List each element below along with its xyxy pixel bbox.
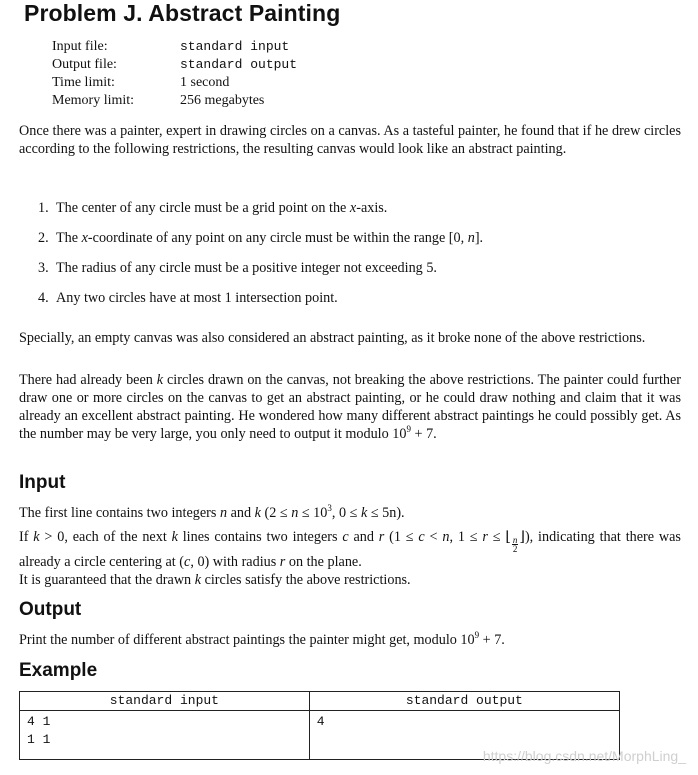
specially-paragraph: Specially, an empty canvas was also considered an abstract painting, as it broke none of the above restrictions. [19,330,646,346]
meta-label: Time limit: [52,75,115,90]
meta-value: 1 second [180,75,230,90]
already-paragraph: There had already been k circles drawn on the canvas, not breaking the above restrictions. The painter could further draw one or more circles on the canvas to get an abstract painting, or he could draw nothing and claim that it was already an excellent abstract painting. He wondered how many different abstract paintings he could possibly get. As the number may be very large, you only need to output it modulo $10^9 + 7$. [19,372,682,442]
meta-label: Input file: [52,39,108,54]
meta-value: standard input [180,39,290,54]
example-input-value: 4 1 1 1 [20,711,310,760]
input-heading: Input [19,472,66,493]
list-item: 4. Any two circles have at most 1 intersection point. [38,290,338,306]
output-line: Print the number of different abstract paintings the painter might get, modulo $10^9 + 7$. [19,630,505,648]
watermark: https://blog.csdn.net/MorphLing_ [482,748,686,764]
input-line-1: The first line contains two integers n and k ($2 \le n \le 10^3$, 0 ≤ k ≤ 5n). [19,503,405,521]
meta-label: Output file: [52,57,117,72]
input-line-3: It is guaranteed that the drawn k circles satisfy the above restrictions. [19,572,411,588]
intro-paragraph: Once there was a painter, expert in drawing circles on a canvas. As a tasteful painter, he found that if he drew circles according to the following restrictions, the resulting canvas would look like an abstract painting. [19,123,681,157]
output-heading: Output [19,599,82,620]
problem-meta [52,38,297,110]
list-item: 1. The center of any circle must be a grid point on the x-axis. [38,200,388,216]
meta-row [52,92,297,110]
list-item: 2. The x-coordinate of any point on any circle must be within the range [0, n]. [38,230,484,246]
meta-value: 256 megabytes [180,93,265,108]
example-heading: Example [19,660,98,681]
problem-title: Problem J. Abstract Painting [24,0,341,26]
meta-row [52,74,297,92]
meta-row [52,38,297,56]
meta-value: standard output [180,57,298,72]
example-input-header: standard input [20,692,310,711]
example-header-row [20,692,620,711]
example-output-header: standard output [309,692,619,711]
meta-row [52,56,297,74]
input-line-2: If k > 0, each of the next k lines contains two integers c and r (1 ≤ c < n, 1 ≤ r ≤ ⌊ $\frac{n}{2}$ ⌋), indicating that there was already a circle centering at (c, 0) with radius r on the plane. [19,529,681,570]
meta-label: Memory limit: [52,93,135,108]
example-output-value: 4 [309,711,619,760]
list-item: 3. The radius of any circle must be a positive integer not exceeding 5. [38,260,437,276]
